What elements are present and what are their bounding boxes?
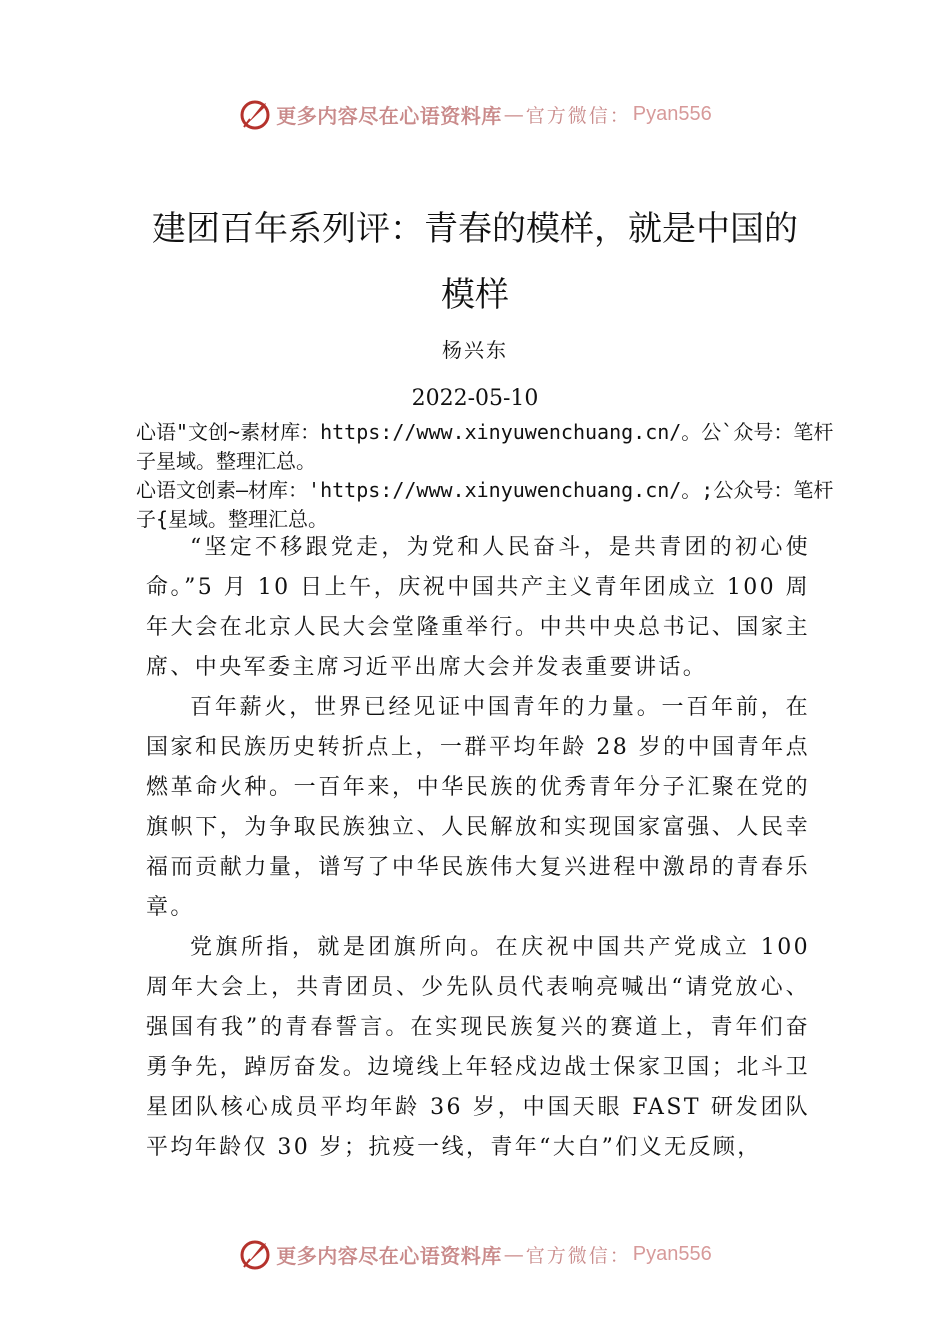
header-banner — [0, 94, 950, 134]
banner-wechat-label: 官方微信： — [525, 104, 631, 127]
article-title: 建团百年系列评：青春的模样，就是中国的模样 — [152, 209, 798, 315]
body-paragraph: 党旗所指，就是团旗所向。在庆祝中国共产党成立 100 周年大会上，共青团员、少先队员代表响亮喊出“请党放心、强国有我”的青春誓言。在实现民族复兴的赛道上，青年们奋勇争先，踔厉奋发。边境线上年轻戍边战士保家卫国；北斗卫星团队核心成员平均年龄 36 岁，中国天眼 FAST 研发团队平均年龄仅 30 岁；抗疫一线，青年“大白”们义无反顾， — [146, 935, 810, 1160]
quill-pen-logo-icon — [238, 1237, 272, 1271]
body-paragraph: “坚定不移跟党走，为党和人民奋斗，是共青团的初心使命。”5 月 10 日上午，庆祝中国共产主义青年团成立 100 周年大会在北京人民大会堂隆重举行。中共中央总书记、国家主席、中央军委主席习近平出席大会并发表重要讲话。 — [146, 535, 810, 680]
body-paragraph: 百年薪火，世界已经见证中国青年的力量。一百年前，在国家和民族历史转折点上，一群平均年龄 28 岁的中国青年点燃革命火种。一百年来，中华民族的优秀青年分子汇聚在党的旗帜下，为争取民族独立、人民解放和实现国家富强、人民幸福而贡献力量，谱写了中华民族伟大复兴进程中激昂的青春乐章。 — [146, 695, 810, 920]
article-author: 杨兴东 — [442, 338, 508, 362]
quill-pen-logo-icon — [238, 97, 272, 131]
banner-wechat-label: 官方微信： — [525, 1244, 631, 1267]
banner-wechat-id: Pyan556 — [632, 1242, 712, 1265]
source-line: 心语"文创~素材库：https://www.xinyuwenchuang.cn/。公`众号：笔杆子星域。整理汇总。 — [136, 420, 834, 473]
source-notice — [136, 418, 836, 534]
banner-main-text: 更多内容尽在心语资料库 — [276, 1243, 502, 1268]
footer-banner — [0, 1234, 950, 1274]
article-body — [146, 528, 810, 1168]
banner-wechat-id: Pyan556 — [632, 102, 712, 125]
banner-dash: — — [503, 102, 524, 126]
banner-dash: — — [503, 1242, 524, 1266]
banner-main-text: 更多内容尽在心语资料库 — [276, 103, 502, 128]
article-date: 2022-05-10 — [411, 386, 539, 411]
source-line: 心语文创素—材库：'https://www.xinyuwenchuang.cn/。;公众号：笔杆子{星域。整理汇总。 — [136, 478, 834, 531]
